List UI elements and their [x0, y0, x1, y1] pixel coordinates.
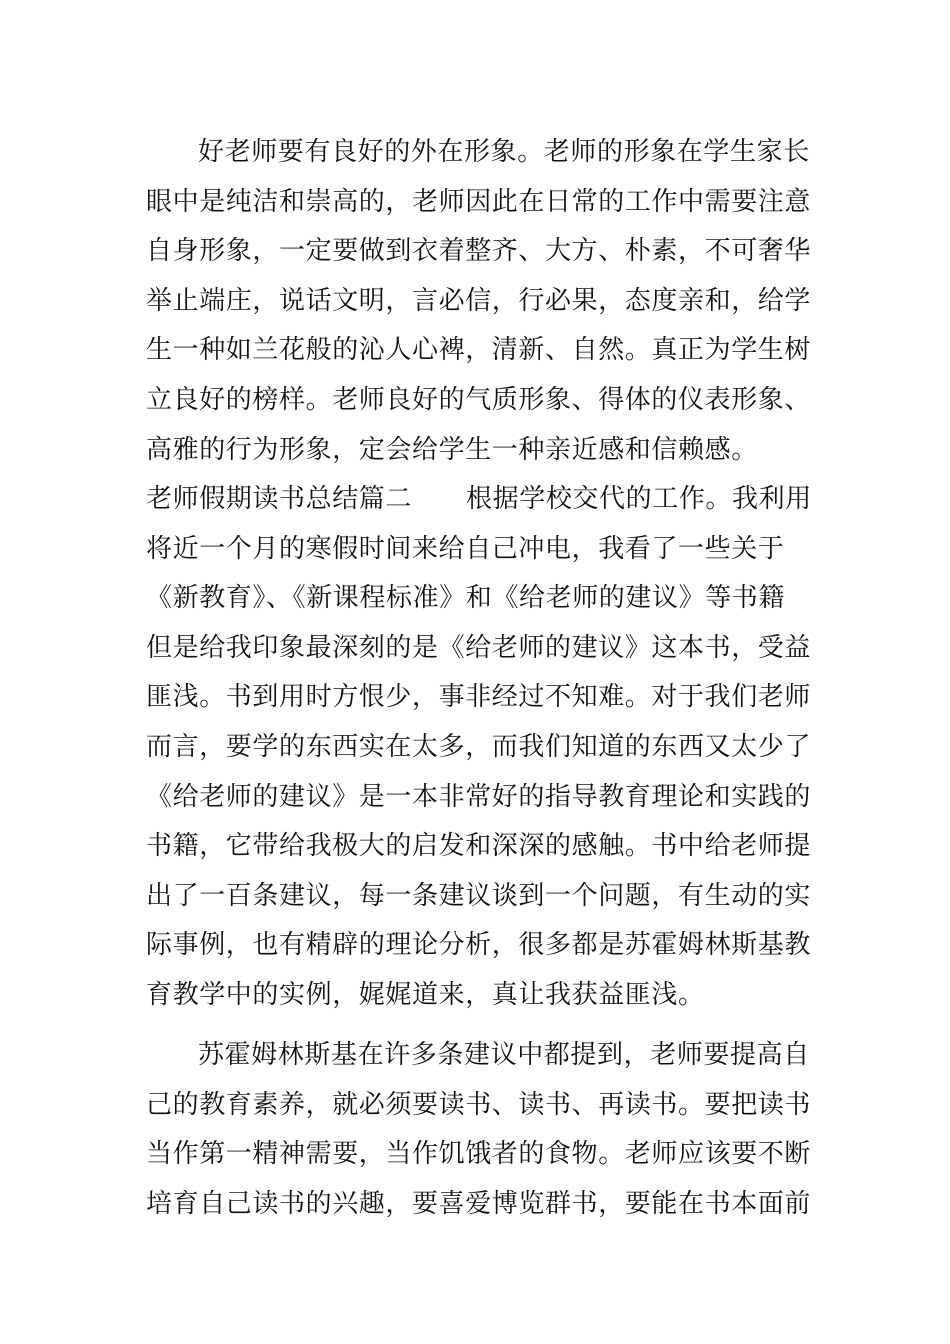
text-line: 培育自己读书的兴趣，要喜爱博览群书，要能在书本面前 — [146, 1188, 812, 1219]
text-line: 自身形象，一定要做到衣着整齐、大方、朴素，不可奢华 — [146, 236, 812, 267]
text-line: 将近一个月的寒假时间来给自己冲电，我看了一些关于 — [146, 533, 785, 564]
text-line: 举止端庄，说话文明，言必信，行必果，态度亲和，给学 — [146, 285, 812, 316]
text-line: 而言，要学的东西实在太多，而我们知道的东西又太少了 — [146, 731, 812, 762]
text-line: 好老师要有良好的外在形象。老师的形象在学生家长 — [198, 137, 810, 167]
text-run: 根据学校交代的工作。我利用 — [466, 484, 812, 514]
text-line: 己的教育素养，就必须要读书、读书、再读书。要把读书 — [146, 1089, 812, 1120]
text-line: 匪浅。书到用时方恨少，事非经过不知难。对于我们老师 — [146, 682, 812, 713]
text-line: 际事例，也有精辟的理论分析，很多都是苏霍姆林斯基教 — [146, 930, 812, 961]
section-heading-line — [146, 475, 812, 525]
text-line: 书籍，它带给我极大的启发和深深的感触。书中给老师提 — [146, 831, 812, 862]
text-line: 立良好的榜样。老师良好的气质形象、得体的仪表形象、 — [146, 384, 812, 415]
section-heading: 老师假期读书总结篇二 — [146, 484, 413, 514]
text-line: 育教学中的实例，娓娓道来，真让我获益匪浅。 — [146, 979, 705, 1010]
paragraph-appearance — [146, 128, 812, 475]
text-line: 当作第一精神需要，当作饥饿者的食物。老师应该要不断 — [146, 1139, 812, 1170]
text-line: 《给老师的建议》是一本非常好的指导教育理论和实践的 — [146, 781, 812, 812]
text-line: 但是给我印象最深刻的是《给老师的建议》这本书，受益 — [146, 632, 812, 663]
paragraph-reading — [146, 1031, 812, 1229]
text-line: 生一种如兰花般的沁人心裨，清新、自然。真正为学生树 — [146, 335, 812, 366]
text-line: 《新教育》、《新课程标准》和《给老师的建议》等书籍 — [146, 583, 786, 614]
text-line: 高雅的行为形象，定会给学生一种亲近感和信赖感。 — [146, 434, 758, 465]
text-line: 出了一百条建议，每一条建议谈到一个问题，有生动的实 — [146, 880, 812, 911]
text-line: 苏霍姆林斯基在许多条建议中都提到，老师要提高自 — [198, 1040, 810, 1070]
text-line: 眼中是纯洁和崇高的，老师因此在日常的工作中需要注意 — [146, 186, 812, 217]
section-reading-summary-2 — [146, 475, 812, 1021]
